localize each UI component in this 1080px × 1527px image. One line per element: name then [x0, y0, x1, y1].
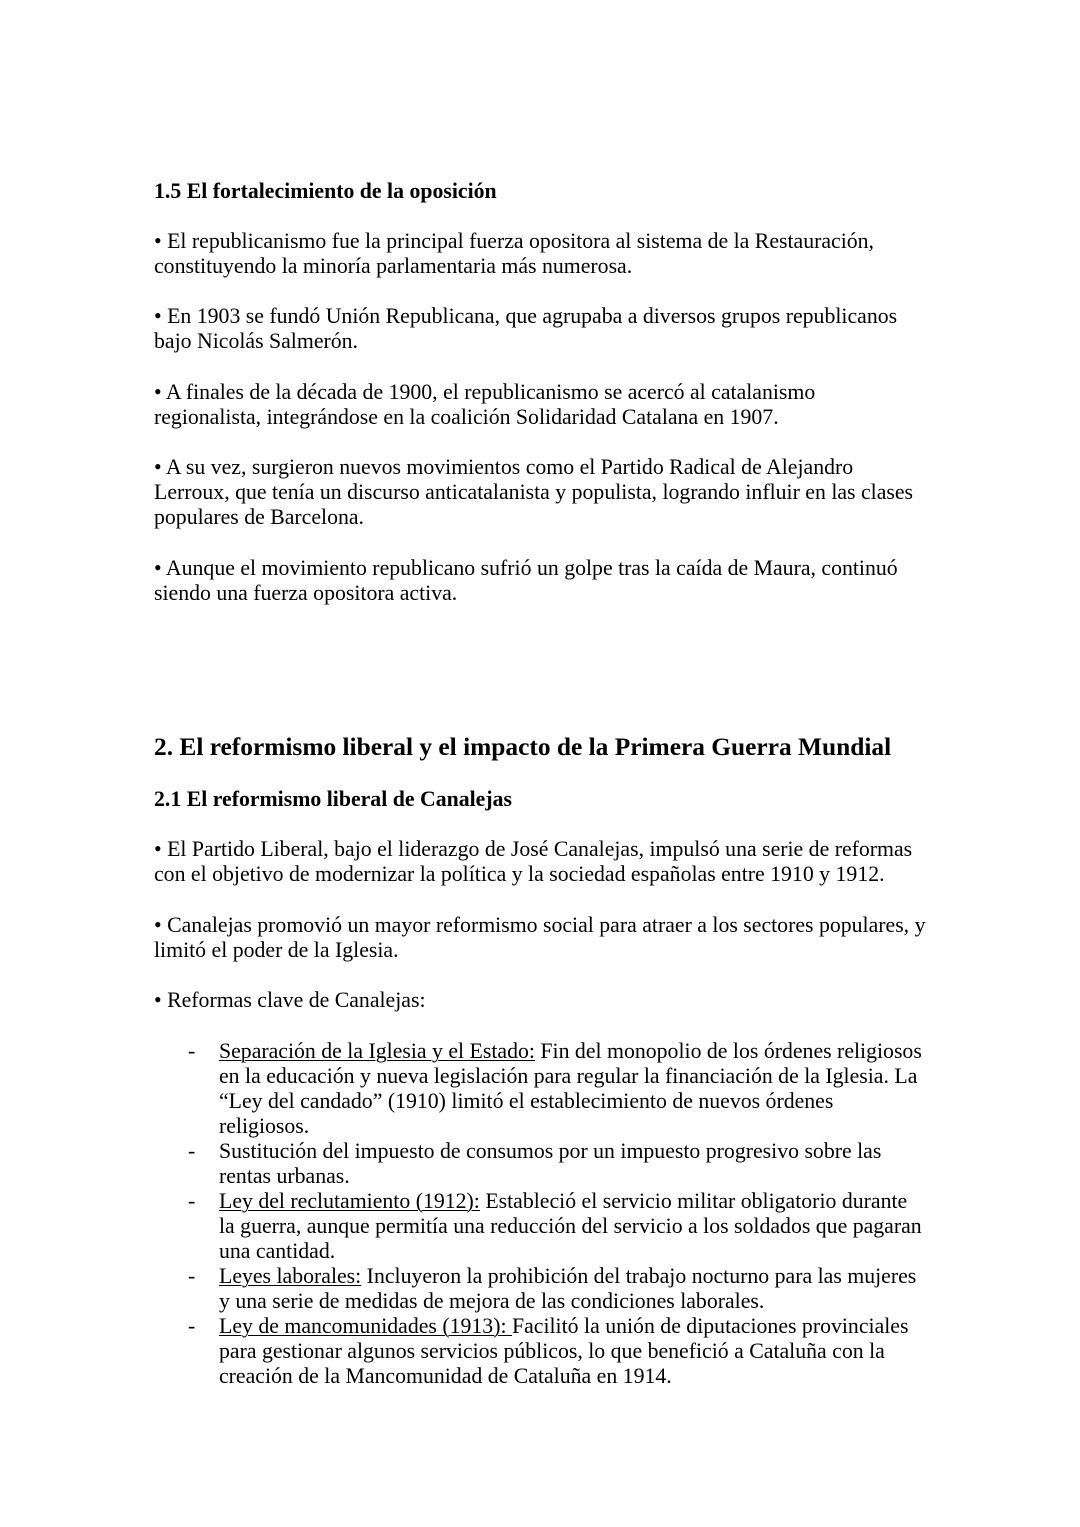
list-item: [154, 1139, 934, 1189]
list-item-line: [219, 1314, 934, 1339]
list-item-line: [219, 1039, 934, 1064]
reform-label: Leyes laborales:: [219, 1264, 362, 1288]
section-1-5-heading: [154, 179, 934, 204]
dash-marker: -: [188, 1264, 196, 1288]
list-item-line: una cantidad.: [219, 1239, 336, 1263]
list-item-line: para gestionar algunos servicios públicos, lo que benefició a Cataluña con la: [219, 1339, 885, 1363]
section-2-1-heading: [154, 787, 934, 812]
list-item-text: Estableció el servicio militar obligatorio durante: [479, 1189, 908, 1213]
paragraph-union-republicana: [154, 304, 934, 354]
list-item-line: Sustitución del impuesto de consumos por un impuesto progresivo sobre las: [219, 1139, 882, 1163]
paragraph-line: • Aunque el movimiento republicano sufrió un golpe tras la caída de Maura, continuó: [154, 556, 898, 580]
paragraph-line: • Canalejas promovió un mayor reformismo social para atraer a los sectores populares, y: [154, 913, 926, 937]
paragraph-line: populares de Barcelona.: [154, 505, 365, 529]
dash-marker: -: [188, 1039, 196, 1063]
paragraph-line: siendo una fuerza opositora activa.: [154, 581, 458, 605]
list-item-line: la guerra, aunque permitía una reducción del servicio a los soldados que pagaran: [219, 1214, 922, 1238]
paragraph-line: Lerroux, que tenía un discurso anticatalanista y populista, logrando influir en las clases: [154, 480, 914, 504]
paragraph-line: • El republicanismo fue la principal fuerza opositora al sistema de la Restauración,: [154, 229, 875, 253]
list-item-line: [219, 1264, 934, 1289]
paragraph-line: regionalista, integrándose en la coalición Solidaridad Catalana en 1907.: [154, 405, 779, 429]
list-item-text: Facilitó la unión de diputaciones provinciales: [511, 1314, 909, 1338]
list-item-line: en la educación y nueva legislación para regular la financiación de la Iglesia. La: [219, 1064, 918, 1088]
list-item-line: rentas urbanas.: [219, 1164, 350, 1188]
paragraph-caida-maura: [154, 556, 934, 606]
paragraph-line: con el objetivo de modernizar la política y la sociedad españolas entre 1910 y 1912.: [154, 862, 885, 886]
list-item-line: creación de la Mancomunidad de Cataluña en 1914.: [219, 1364, 672, 1388]
reform-label: Ley del reclutamiento (1912):: [219, 1189, 480, 1213]
section-2-heading: [154, 733, 934, 762]
heading-text: 2.1 El reformismo liberal de Canalejas: [154, 787, 512, 811]
reform-label: Separación de la Iglesia y el Estado:: [219, 1039, 535, 1063]
list-item-line: religiosos.: [219, 1114, 310, 1138]
heading-text: 1.5 El fortalecimiento de la oposición: [154, 179, 497, 203]
paragraph-republicanismo: [154, 229, 934, 279]
reform-label: Ley de mancomunidades (1913):: [219, 1314, 512, 1338]
list-item: [154, 1264, 934, 1314]
paragraph-line: • Reformas clave de Canalejas:: [154, 988, 426, 1012]
paragraph-partido-radical: [154, 455, 934, 530]
paragraph-reformismo-social: [154, 913, 934, 963]
dash-marker: -: [188, 1139, 196, 1163]
paragraph-line: constituyendo la minoría parlamentaria más numerosa.: [154, 254, 633, 278]
list-item-line: “Ley del candado” (1910) limitó el establecimiento de nuevos órdenes: [219, 1089, 834, 1113]
list-item: [154, 1189, 934, 1264]
list-item: [154, 1314, 934, 1389]
list-item-text: Fin del monopolio de los órdenes religiosos: [534, 1039, 922, 1063]
list-item-text: Incluyeron la prohibición del trabajo nocturno para las mujeres: [361, 1264, 917, 1288]
heading-text: 2. El reformismo liberal y el impacto de la Primera Guerra Mundial: [154, 733, 892, 761]
reforms-list: [154, 1039, 934, 1389]
paragraph-line: bajo Nicolás Salmerón.: [154, 329, 358, 353]
paragraph-solidaridad-catalana: [154, 380, 934, 430]
list-item: [154, 1039, 934, 1139]
paragraph-line: limitó el poder de la Iglesia.: [154, 938, 399, 962]
paragraph-line: • A finales de la década de 1900, el republicanismo se acercó al catalanismo: [154, 380, 816, 404]
list-item-line: [219, 1189, 934, 1214]
paragraph-line: • El Partido Liberal, bajo el liderazgo de José Canalejas, impulsó una serie de reformas: [154, 837, 913, 861]
dash-marker: -: [188, 1189, 196, 1213]
list-item-line: y una serie de medidas de mejora de las condiciones laborales.: [219, 1289, 765, 1313]
dash-marker: -: [188, 1314, 196, 1338]
paragraph-reformas-clave: [154, 988, 934, 1013]
paragraph-line: • A su vez, surgieron nuevos movimientos como el Partido Radical de Alejandro: [154, 455, 854, 479]
paragraph-line: • En 1903 se fundó Unión Republicana, que agrupaba a diversos grupos republicanos: [154, 304, 898, 328]
paragraph-partido-liberal: [154, 837, 934, 887]
